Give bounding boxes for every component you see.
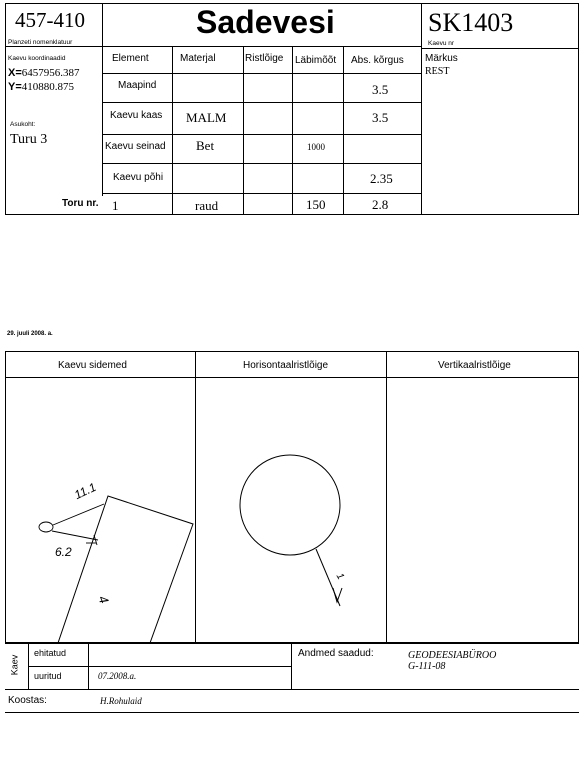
pipe-height: 2.8	[372, 197, 389, 212]
footer-author-line	[5, 712, 579, 713]
data-from-value-2: G-111-08	[408, 661, 446, 672]
coord-y-label: Y=	[8, 81, 22, 93]
pipe-label: Toru nr.	[62, 198, 99, 209]
location-value: Turu 3	[10, 132, 48, 147]
coords-caption: Kaevu koordinaadid	[8, 55, 66, 62]
pipe-diameter: 150	[306, 197, 326, 212]
row-height: 3.5	[372, 82, 389, 97]
footer-top	[5, 643, 579, 644]
page-title: Sadevesi	[196, 4, 335, 40]
panel-title-vertical: Vertikaalristlõige	[438, 360, 511, 371]
row-material: MALM	[186, 110, 227, 125]
author-label: Koostas:	[8, 695, 47, 706]
well-id-caption: Kaevu nr	[428, 40, 455, 47]
built-label: ehitatud	[34, 648, 67, 658]
tie-lines	[39, 504, 104, 545]
col-header-cross: Ristlõige	[245, 53, 284, 64]
col-header-element: Element	[112, 53, 149, 64]
data-from-value-1: GEODEESIABÜROO	[408, 650, 497, 661]
pipe-material: raud	[195, 198, 219, 213]
row-height: 3.5	[372, 110, 389, 125]
data-from-label: Andmed saadud:	[298, 648, 374, 659]
row-element-text: Kaevu seinad	[105, 141, 166, 152]
footer-row-split	[28, 666, 291, 667]
location-caption: Asukoht:	[10, 121, 36, 128]
panel-title-horizontal: Horisontaalristlõige	[243, 360, 329, 371]
kaev-label: Kaev	[9, 654, 20, 676]
footer-value-col	[88, 643, 89, 689]
coord-y-value: 410880.875	[21, 81, 75, 93]
author-value: H.Rohulaid	[100, 696, 142, 706]
footer-bottom	[5, 689, 579, 690]
row-element: Maapind	[118, 80, 157, 91]
map-number-caption: Planzeti nomenklatuur	[8, 39, 73, 46]
footer-mid	[291, 643, 292, 689]
row-element: Kaevu kaas	[110, 110, 163, 121]
date-line: 29. juuli 2008. a.	[7, 331, 53, 337]
row-material: Bet	[196, 138, 215, 153]
row-diameter: 1000	[307, 142, 325, 152]
remark-header: Märkus	[425, 53, 458, 64]
col-header-material: Materjal	[180, 53, 216, 64]
panel-title-sidemed: Kaevu sidemed	[58, 360, 127, 371]
pipe-number: 1	[112, 198, 119, 213]
col-header-diameter: Läbimõõt	[295, 55, 337, 66]
row-element: Kaevu põhi	[113, 172, 164, 183]
annotation-d: 1	[333, 571, 346, 582]
surveyed-value: 07.2008.a.	[98, 671, 137, 681]
building-outline	[58, 496, 193, 643]
coord-x-label: X=	[8, 67, 22, 79]
annotation-a: 11.1	[72, 479, 99, 503]
annotation-b: 6.2	[55, 545, 72, 559]
col-header-height: Abs. kõrgus	[351, 55, 404, 66]
manhole-circle	[240, 455, 342, 606]
coord-x-value: 6457956.387	[21, 67, 80, 79]
well-id: SK1403	[428, 8, 514, 37]
map-number: 457-410	[15, 8, 85, 32]
surveyed-label: uuritud	[34, 671, 62, 681]
remark-value: REST	[425, 66, 450, 77]
row-height: 2.35	[370, 171, 393, 186]
annotation-c: 4	[95, 593, 112, 606]
